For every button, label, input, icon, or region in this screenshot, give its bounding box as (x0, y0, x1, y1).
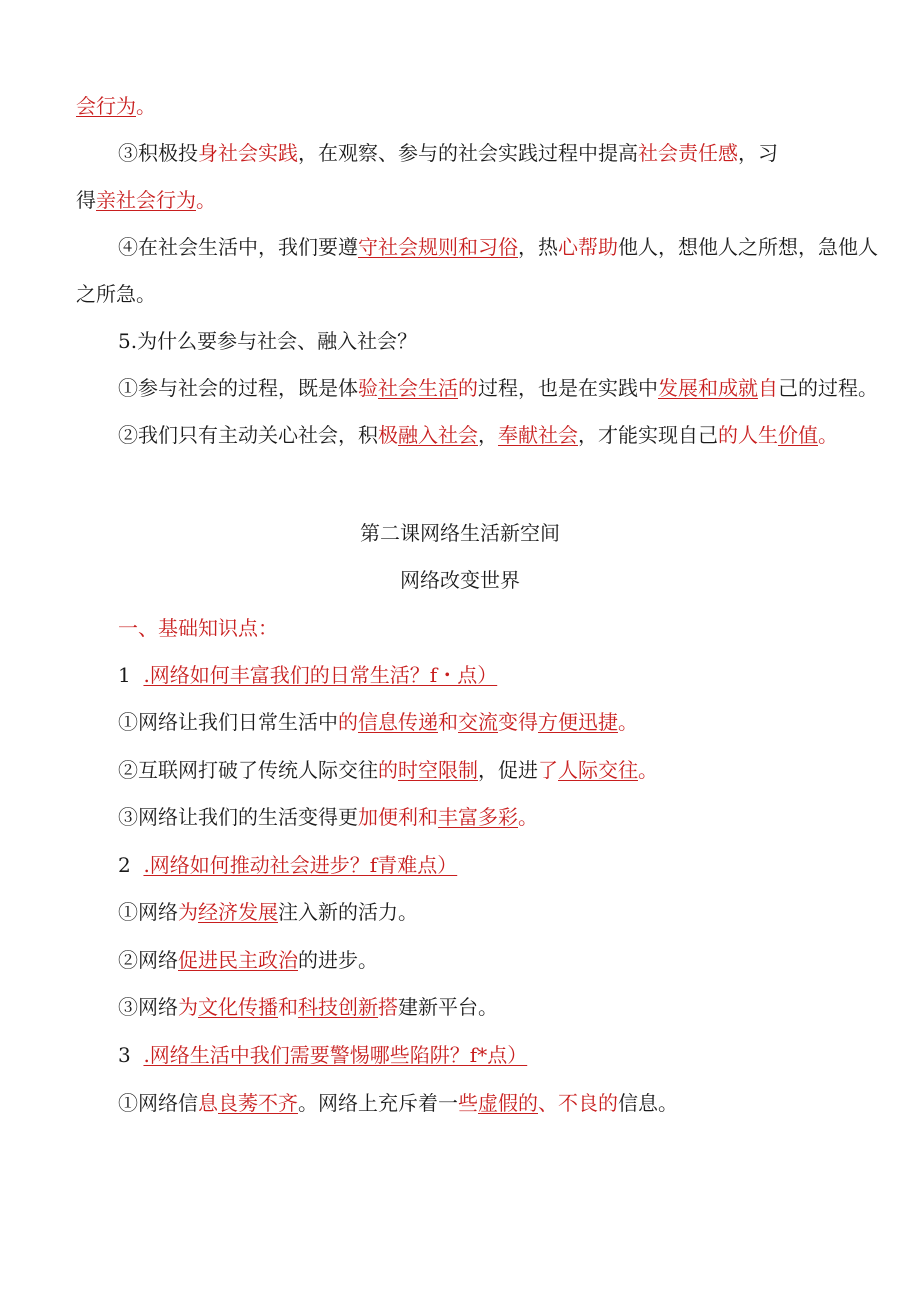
section-title (0, 566, 920, 594)
text-run: 他人，想他人之所想，急他人 (618, 235, 878, 259)
section-heading (118, 614, 278, 642)
text-run: ，促进 (478, 758, 538, 782)
text-run: 为 (178, 995, 198, 1019)
text-run: .网络如何推动社会进步？f青难点） (143, 853, 458, 877)
text-run: 过程，也是在实践中 (478, 376, 658, 400)
text-run: 3 (118, 1043, 131, 1067)
text-run: 。网络上充斥着一 (298, 1091, 458, 1115)
text-run: 。 (518, 805, 538, 829)
doc-line (118, 1089, 678, 1117)
text-run: 极 (378, 423, 398, 447)
text-run: 了 (538, 758, 558, 782)
text-run: ②我们只有主动关心社会，积 (118, 423, 378, 447)
text-run: 验 (358, 376, 378, 400)
text-run: 的 (458, 376, 478, 400)
text-run: 自 (758, 376, 778, 400)
question-heading (118, 661, 497, 689)
text-run: .网络生活中我们需要警惕哪些陷阱？f*点） (143, 1043, 528, 1067)
text-run: 价值 (778, 423, 818, 447)
text-run: 1 (118, 663, 131, 687)
text-run: 建新平台。 (398, 995, 498, 1019)
text-run: 己的过程。 (778, 376, 878, 400)
text-run: 亲社会行为 (96, 188, 196, 212)
text-run: 加便利和 (358, 805, 438, 829)
text-run: 心帮助 (558, 235, 618, 259)
text-run: 丰富多彩 (438, 805, 518, 829)
text-run: 。 (638, 758, 658, 782)
text-run: ④在社会生活中，我们要遵 (118, 235, 358, 259)
text-run: ，才能实现自己 (578, 423, 718, 447)
text-run: 。 (818, 423, 838, 447)
text-run: 奉献社会 (498, 423, 578, 447)
doc-line (118, 898, 418, 926)
doc-line (118, 946, 378, 974)
text-run: 得 (76, 188, 96, 212)
text-run: ①参与社会的过程，既是体 (118, 376, 358, 400)
text-run: 。 (618, 710, 638, 734)
text-run: 社会责任感 (638, 141, 738, 165)
text-run: 变得 (498, 710, 538, 734)
text-run: 和 (438, 710, 458, 734)
text-run: 和 (278, 995, 298, 1019)
doc-line (76, 92, 156, 120)
text-run: 网络改变世界 (400, 568, 520, 592)
text-run: 的 (378, 758, 398, 782)
text-run: ②网络 (118, 948, 178, 972)
text-run: ③网络让我们的生活变得更 (118, 805, 358, 829)
text-run: 发展和成就 (658, 376, 758, 400)
text-run: 虚假的 (478, 1091, 538, 1115)
text-run: 科技创新 (298, 995, 378, 1019)
text-run: ，热 (518, 235, 558, 259)
text-run: 。 (196, 188, 216, 212)
text-run (131, 1043, 144, 1067)
text-run: 信息传递 (358, 710, 438, 734)
text-run: 促进民主政治 (178, 948, 298, 972)
text-run: .网络如何丰富我们的日常生活？f・点） (143, 663, 498, 687)
text-run: 方便迅捷 (538, 710, 618, 734)
text-run: ①网络信 (118, 1091, 198, 1115)
doc-line (118, 708, 638, 736)
text-run: 会行为 (76, 94, 136, 118)
text-run: 信息。 (618, 1091, 678, 1115)
text-run: 注入新的活力。 (278, 900, 418, 924)
doc-line (118, 327, 417, 355)
text-run: 的人生 (718, 423, 778, 447)
doc-line (118, 993, 498, 1021)
doc-line (76, 280, 156, 308)
text-run: 为 (178, 900, 198, 924)
doc-line (118, 374, 878, 402)
text-run: 5.为什么要参与社会、融入社会？ (118, 329, 418, 353)
text-run: 时空限制 (398, 758, 478, 782)
doc-line (118, 139, 778, 167)
text-run: ①网络让我们日常生活中 (118, 710, 338, 734)
text-run: 的 (338, 710, 358, 734)
text-run: 搭 (378, 995, 398, 1019)
text-run: 的进步。 (298, 948, 378, 972)
text-run: 、不良的 (538, 1091, 618, 1115)
text-run: 之所急。 (76, 282, 156, 306)
text-run: ，在观察、参与的社会实践过程中提高 (298, 141, 638, 165)
text-run: ③积极投 (118, 141, 198, 165)
text-run (131, 663, 144, 687)
text-run: 社会生活 (378, 376, 458, 400)
text-run: 一、基础知识点： (118, 616, 278, 640)
text-run: ，习 (738, 141, 778, 165)
text-run: 第二课网络生活新空间 (360, 521, 560, 545)
lesson-title (0, 519, 920, 547)
question-heading (118, 1041, 527, 1069)
text-run: 。 (136, 94, 156, 118)
text-run: 经济发展 (198, 900, 278, 924)
text-run (131, 853, 144, 877)
text-run: 人际交往 (558, 758, 638, 782)
text-run: ， (478, 423, 498, 447)
text-run: 2 (118, 853, 131, 877)
text-run: ②互联网打破了传统人际交往 (118, 758, 378, 782)
text-run: 些 (458, 1091, 478, 1115)
text-run: 融入社会 (398, 423, 478, 447)
text-run: 文化传播 (198, 995, 278, 1019)
doc-line (118, 421, 838, 449)
text-run: ①网络 (118, 900, 178, 924)
doc-line (118, 803, 538, 831)
question-heading (118, 851, 457, 879)
text-run: 交流 (458, 710, 498, 734)
text-run: 守社会规则和习俗 (358, 235, 518, 259)
doc-line (118, 756, 658, 784)
text-run: ③网络 (118, 995, 178, 1019)
text-run: 身社会实践 (198, 141, 298, 165)
doc-line (76, 186, 216, 214)
doc-line (118, 233, 878, 261)
text-run: 良莠不齐 (218, 1091, 298, 1115)
text-run: 息 (198, 1091, 218, 1115)
